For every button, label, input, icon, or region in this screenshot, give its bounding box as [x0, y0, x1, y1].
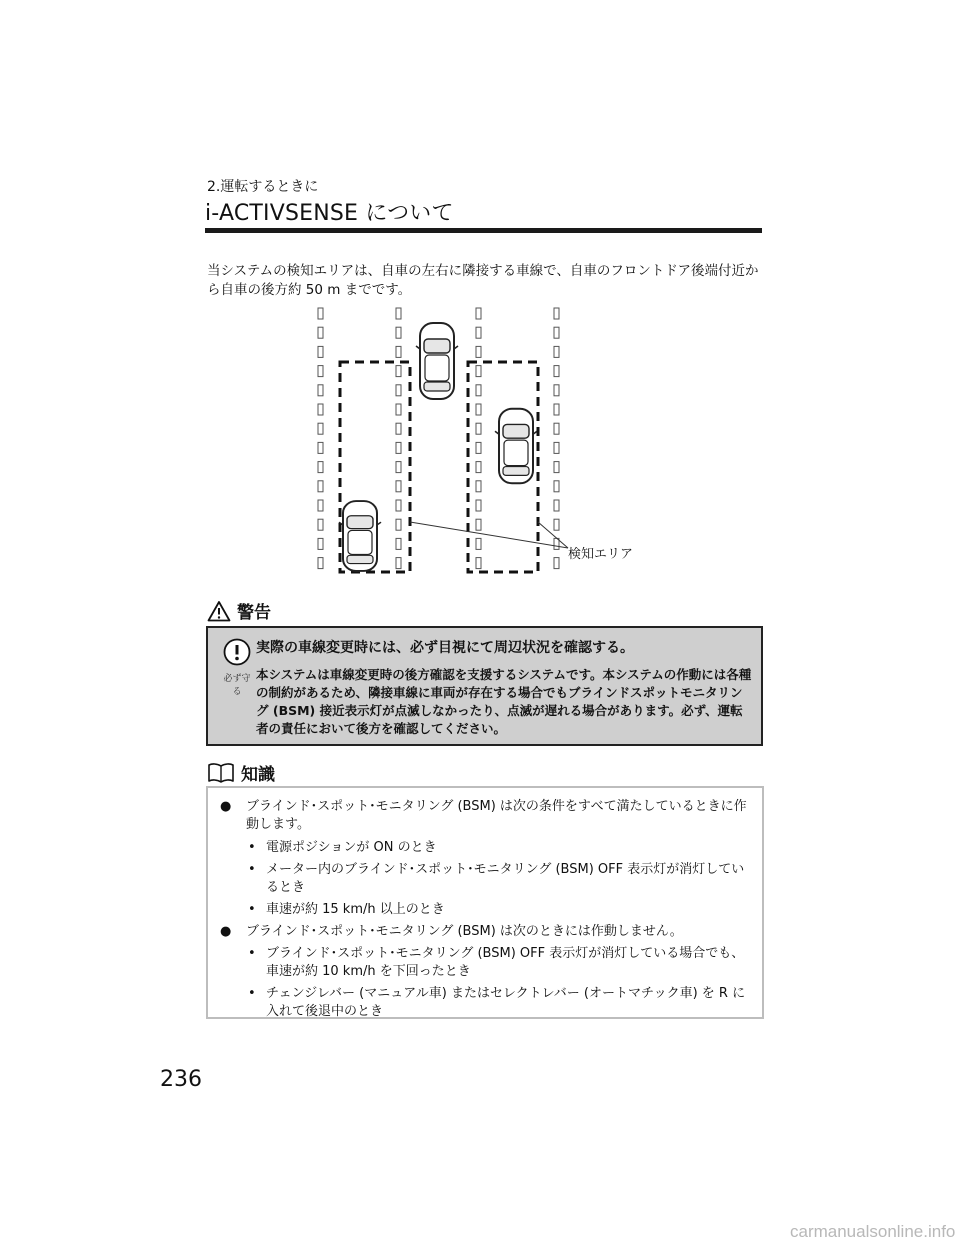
lane-mark — [554, 423, 559, 434]
lane-mark — [554, 327, 559, 338]
warning-body: 本システムは車線変更時の後方確認を支援するシステムです。本システムの作動には各種の制約があるため、隣接車線に車両が存在する場合でもブラインドスポットモニタリング (BSM) 接近表示灯が点滅しなかったり、点滅が遅れる場合があります。必ず、運転者の責任において後方を確認してください。 — [256, 667, 752, 736]
lane-mark — [476, 558, 481, 569]
car-icon — [339, 501, 381, 571]
lane-mark — [476, 481, 481, 492]
lane-mark — [554, 558, 559, 569]
lane-mark — [396, 423, 401, 434]
lane-mark — [476, 423, 481, 434]
knowledge-item-2-sub-2: チェンジレバー (マニュアル車) またはセレクトレバー (オートマチック車) を R に入れて後退中のとき — [266, 986, 746, 1019]
lane-mark — [318, 346, 323, 357]
lane-mark — [318, 404, 323, 415]
lane-mark — [476, 346, 481, 357]
lane-mark — [396, 519, 401, 530]
knowledge-box — [206, 786, 764, 1019]
mandatory-icon-wrap — [220, 638, 254, 697]
lane-mark — [476, 366, 481, 377]
lane-mark — [396, 385, 401, 396]
lane-mark — [318, 423, 323, 434]
lane-mark — [318, 462, 323, 473]
knowledge-item-1: ブラインド･スポット･モニタリング (BSM) は次の条件をすべて満たしているときに作動します。 — [246, 799, 747, 832]
lane-mark — [318, 385, 323, 396]
lane-mark — [476, 404, 481, 415]
lane-mark — [318, 538, 323, 549]
warning-heading-text: 警告 — [237, 603, 271, 623]
knowledge-item-1-sub-1: 電源ポジションが ON のとき — [266, 840, 437, 855]
lane-mark — [476, 538, 481, 549]
lane-mark — [554, 519, 559, 530]
lane-mark — [396, 442, 401, 453]
lane-mark — [476, 327, 481, 338]
lane-mark — [396, 404, 401, 415]
lane-mark — [318, 308, 323, 319]
section-label: 2.運転するときに — [207, 179, 319, 195]
bullet: ● — [220, 924, 232, 939]
lane-mark — [396, 462, 401, 473]
lane-mark — [554, 481, 559, 492]
book-icon — [207, 762, 235, 784]
knowledge-item-1-sub-3: 車速が約 15 km/h 以上のとき — [266, 902, 445, 917]
lane-mark — [476, 308, 481, 319]
detection-area-label: 検知エリア — [568, 547, 634, 562]
lane-mark — [396, 500, 401, 511]
lane-mark — [318, 442, 323, 453]
lane-mark — [476, 519, 481, 530]
lane-mark — [554, 385, 559, 396]
lane-mark — [554, 500, 559, 511]
lane-mark — [476, 462, 481, 473]
warning-box — [206, 626, 763, 746]
lane-mark — [396, 481, 401, 492]
lane-mark — [476, 500, 481, 511]
lane-mark — [318, 500, 323, 511]
lane-mark — [396, 346, 401, 357]
lane-mark — [554, 346, 559, 357]
sub-bullet: • — [248, 946, 256, 961]
warning-heading — [207, 598, 271, 623]
lane-mark — [318, 519, 323, 530]
knowledge-item-2: ブラインド･スポット･モニタリング (BSM) は次のときには作動しません。 — [246, 924, 683, 939]
lane-mark — [396, 538, 401, 549]
car-icon — [416, 323, 458, 399]
lane-mark — [396, 327, 401, 338]
knowledge-heading-text: 知識 — [241, 765, 275, 785]
lane-mark — [318, 327, 323, 338]
knowledge-item-1-sub-2: メーター内のブラインド･スポット･モニタリング (BSM) OFF 表示灯が消灯しているとき — [266, 862, 745, 895]
lane-mark — [554, 308, 559, 319]
lane-mark — [318, 558, 323, 569]
lane-mark — [476, 385, 481, 396]
knowledge-heading — [207, 760, 275, 785]
watermark: carmanualsonline.info — [790, 1222, 956, 1241]
detection-area-diagram — [300, 300, 700, 590]
lane-mark — [554, 366, 559, 377]
sub-bullet: • — [248, 986, 256, 1001]
lane-mark — [318, 366, 323, 377]
title-rule — [205, 228, 762, 233]
mandatory-caption: 必ず守る — [223, 674, 251, 697]
lane-mark — [554, 462, 559, 473]
sub-bullet: • — [248, 840, 256, 855]
lane-mark — [396, 558, 401, 569]
bullet: ● — [220, 799, 232, 814]
lane-mark — [318, 481, 323, 492]
warning-title: 実際の車線変更時には、必ず目視にて周辺状況を確認する。 — [256, 640, 634, 656]
lane-mark — [476, 442, 481, 453]
car-icon — [495, 409, 537, 483]
lane-mark — [554, 442, 559, 453]
page-title: i-ACTIVSENSE について — [205, 201, 454, 226]
mandatory-icon — [223, 638, 251, 666]
sub-bullet: • — [248, 862, 256, 877]
intro-text: 当システムの検知エリアは、自車の左右に隣接する車線で、自車のフロントドア後端付近から自車の後方約 50 m までです。 — [207, 263, 759, 298]
knowledge-item-2-sub-1: ブラインド･スポット･モニタリング (BSM) OFF 表示灯が消灯している場合でも、車速が約 10 km/h を下回ったとき — [266, 946, 745, 979]
page-number: 236 — [160, 1067, 202, 1092]
sub-bullet: • — [248, 902, 256, 917]
lane-mark — [396, 308, 401, 319]
lane-mark — [554, 404, 559, 415]
lane-mark — [396, 366, 401, 377]
warning-triangle-icon — [207, 600, 231, 622]
